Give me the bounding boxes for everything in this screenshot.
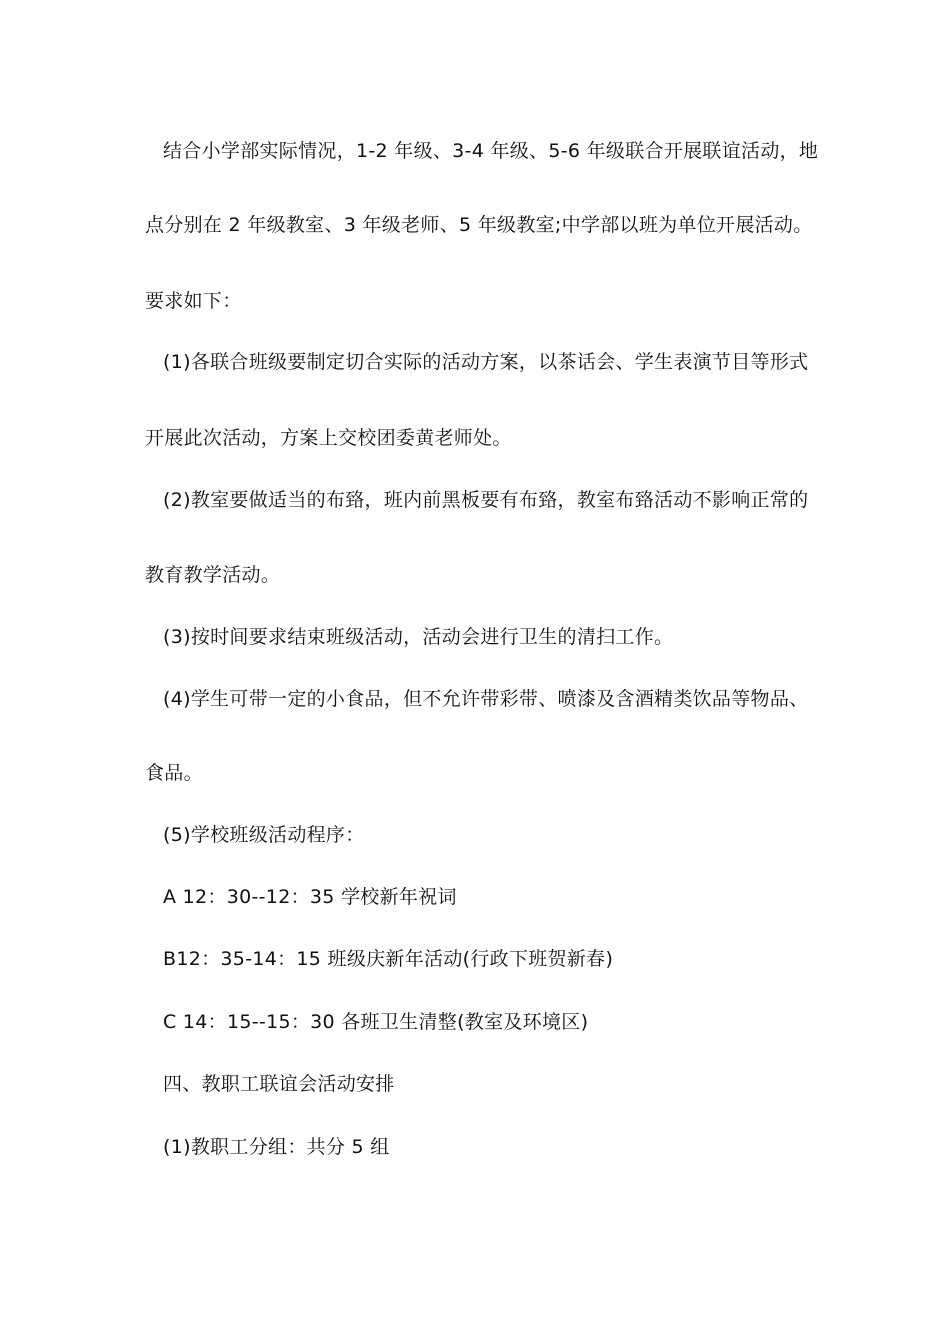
- paragraph-line-1: 结合小学部实际情况，1-2 年级、3-4 年级、5-6 年级联合开展联谊活动，地: [163, 140, 819, 162]
- item-1-line-2: 开展此次活动，方案上交校团委黄老师处。: [145, 427, 512, 449]
- item-5: (5)学校班级活动程序：: [163, 824, 365, 846]
- schedule-b: B12：35-14：15 班级庆新年活动(行政下班贺新春): [163, 948, 614, 970]
- section-heading-4: 四、教职工联谊会活动安排: [163, 1073, 395, 1095]
- item-4-line-2: 食品。: [145, 762, 203, 784]
- item-1-line-1: (1)各联合班级要制定切合实际的活动方案，以茶话会、学生表演节目等形式: [163, 351, 809, 373]
- section-4-item-1: (1)教职工分组：共分 5 组: [163, 1136, 390, 1158]
- schedule-a: A 12：30--12：35 学校新年祝词: [163, 886, 457, 908]
- schedule-c: C 14：15--15：30 各班卫生清整(教室及环境区): [163, 1011, 589, 1033]
- item-2-line-1: (2)教室要做适当的布臵，班内前黑板要有布臵，教室布臵活动不影响正常的: [163, 489, 809, 511]
- item-2-line-2: 教育教学活动。: [145, 564, 281, 586]
- item-4-line-1: (4)学生可带一定的小食品，但不允许带彩带、喷漆及含酒精类饮品等物品、: [163, 688, 809, 710]
- paragraph-line-2: 点分别在 2 年级教室、3 年级老师、5 年级教室;中学部以班为单位开展活动。: [145, 214, 813, 236]
- item-3: (3)按时间要求结束班级活动，活动会进行卫生的清扫工作。: [163, 626, 674, 648]
- requirements-heading: 要求如下：: [145, 290, 242, 312]
